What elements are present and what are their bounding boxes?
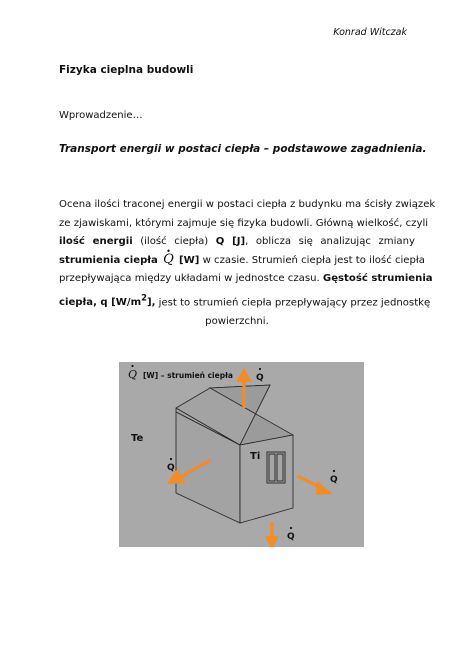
legend-q-symbol: Q (128, 368, 138, 381)
section-subtitle: Transport energii w postaci ciepła – podstawowe zagadnienia. (59, 143, 427, 155)
q-dot-mark (333, 470, 335, 472)
te-label: Te (131, 433, 144, 444)
q-dot-symbol: • Q (163, 255, 174, 265)
paragraph-text: w czasie. Strumień ciepła jest to ilość ciepła (202, 254, 425, 266)
intro-heading: Wprowadzenie… (59, 110, 143, 121)
q-label-top: Q (256, 373, 264, 383)
paragraph-line (59, 289, 431, 313)
q-dot-mark (259, 368, 261, 370)
document-title: Fizyka cieplna budowli (59, 64, 194, 76)
q-dot-mark (170, 458, 172, 460)
term-energy: ilość energii (59, 236, 133, 248)
legend-text: [W] – strumień ciepła (143, 371, 233, 380)
paragraph-text: , oblicza się analizując zmiany (245, 236, 415, 248)
body-paragraph (59, 196, 436, 332)
author-name: Konrad Witczak (333, 27, 407, 38)
paragraph-line (59, 251, 425, 271)
term-q-density-end: ], (146, 297, 156, 309)
q-label-right: Q (330, 475, 338, 485)
paragraph-line (59, 270, 433, 289)
ti-label: Ti (250, 451, 261, 462)
paragraph-line: Ocena ilości traconej energii w postaci ciepła z budynku ma ścisły związek (59, 199, 436, 210)
superscript: 2 (141, 292, 147, 303)
paragraph-text: przepływająca między układami w jednostce czasu. (59, 273, 320, 285)
q-label-left: Q (167, 463, 175, 473)
q-label-bottom: Q (287, 532, 295, 542)
term-watt: [W] (178, 254, 200, 266)
q-dot-mark (290, 527, 292, 529)
paragraph-line: powierzchni. (205, 315, 269, 327)
term-q-density-text: ciepła, q [W/m (59, 297, 142, 309)
term-heat-flux: strumienia ciepła (59, 254, 158, 266)
paragraph-line: ze zjawiskami, którymi zajmuje się fizyka budowli. Główną wielkość, czyli (59, 217, 429, 229)
paragraph-text: jest to strumień ciepła przepływający przez jednostkę (158, 297, 431, 309)
paragraph-line (59, 233, 415, 252)
term-flux-density: Gęstość strumienia (322, 273, 433, 285)
term-q-density (59, 292, 156, 309)
paragraph-text: (ilość ciepła) (140, 236, 209, 248)
heat-flow-diagram (119, 362, 364, 547)
term-q-joule: Q [J] (215, 236, 246, 248)
q-dot-mark (131, 365, 133, 367)
